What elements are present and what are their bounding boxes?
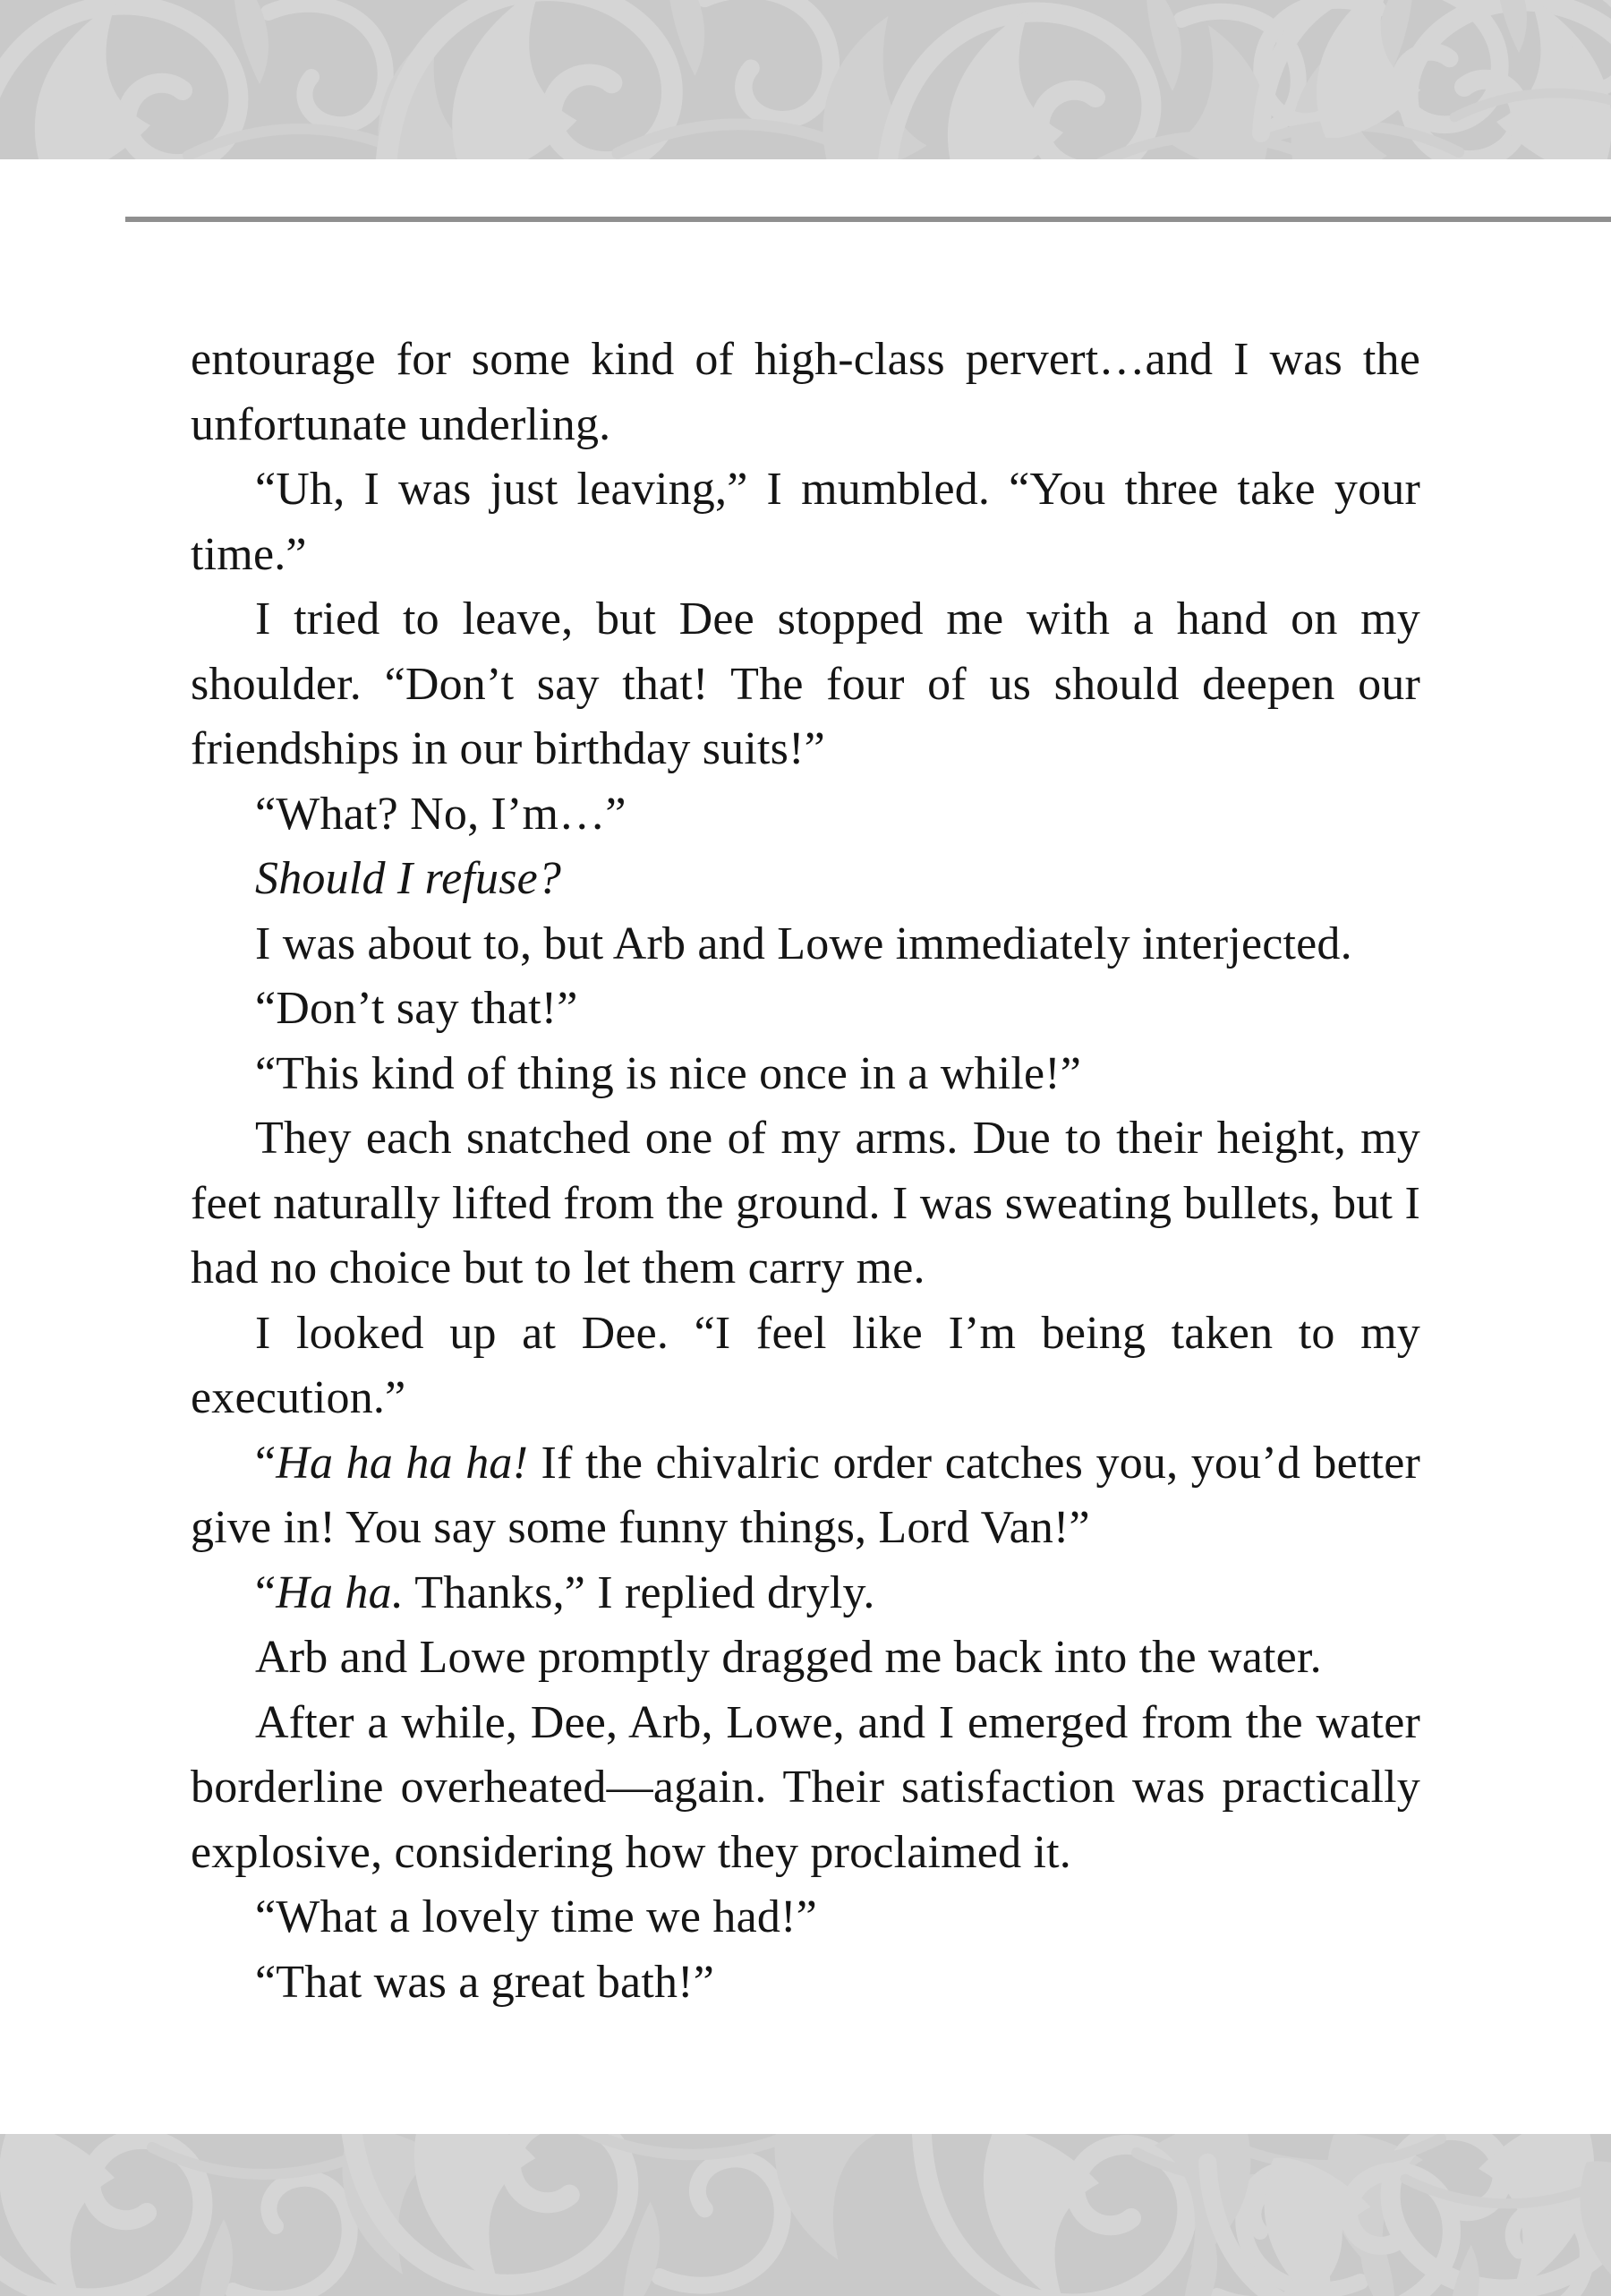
paragraph: [191, 1626, 1420, 1691]
text-segment: They each snatched one of my arms. Due to their height, my feet naturally lifted from the ground. I was sweating bullets, but I had no choice but to let them carry me.: [191, 1113, 1420, 1293]
text-segment: I tried to leave, but Dee stopped me with a hand on my shoulder. “Don’t say that! The four of us should deepen our friendships in our birthday suits!”: [191, 593, 1420, 774]
text-segment: I was about to, but Arb and Lowe immediately interjected.: [255, 918, 1352, 969]
paragraph: [191, 587, 1420, 782]
paragraph: [191, 782, 1420, 848]
paragraph: [191, 1561, 1420, 1626]
text-segment: Arb and Lowe promptly dragged me back into the water.: [255, 1632, 1322, 1683]
paragraph: [191, 1106, 1420, 1302]
paragraph: [191, 328, 1420, 457]
text-segment: “That was a great bath!”: [255, 1956, 714, 2008]
paragraph: [191, 1431, 1420, 1561]
text-segment: “: [255, 1437, 277, 1489]
paragraph: [191, 1691, 1420, 1886]
text-segment: “Don’t say that!”: [255, 983, 578, 1034]
text-segment: Thanks,” I replied dryly.: [404, 1566, 875, 1618]
damask-ornament-top: [0, 0, 1611, 159]
text-segment: Ha ha.: [276, 1566, 405, 1618]
text-segment: “: [255, 1566, 277, 1618]
paragraph: [191, 1302, 1420, 1431]
paragraph: [191, 1885, 1420, 1950]
text-segment: “What a lovely time we had!”: [255, 1891, 817, 1942]
decorative-border-bottom: [0, 2134, 1611, 2296]
text-segment: After a while, Dee, Arb, Lowe, and I emerged from the water borderline overheated—again. Their satisfaction was practically explosive, considering how they proclaimed it.: [191, 1696, 1420, 1878]
paragraph: [191, 1950, 1420, 2016]
paragraph: [191, 457, 1420, 587]
text-segment: “What? No, I’m…”: [255, 788, 626, 840]
paragraph: [191, 977, 1420, 1042]
paragraph: [191, 1042, 1420, 1107]
divider-rule: [125, 217, 1611, 222]
paragraph: [191, 847, 1420, 912]
decorative-border-top: [0, 0, 1611, 159]
damask-ornament-bottom: [0, 2134, 1611, 2296]
text-segment: Ha ha ha ha!: [276, 1437, 529, 1489]
paragraph: [191, 912, 1420, 977]
text-segment: I looked up at Dee. “I feel like I’m being taken to my execution.”: [191, 1307, 1420, 1423]
text-segment: “Uh, I was just leaving,” I mumbled. “You three take your time.”: [191, 464, 1420, 580]
text-segment: entourage for some kind of high-class pervert…and I was the unfortunate underling.: [191, 334, 1420, 450]
text-segment: Should I refuse?: [255, 853, 562, 904]
page-text: [191, 328, 1420, 2015]
text-segment: If the chivalric order catches you, you’d better give in! You say some funny things, Lord Van!”: [191, 1437, 1420, 1553]
text-segment: “This kind of thing is nice once in a while!”: [255, 1047, 1082, 1099]
